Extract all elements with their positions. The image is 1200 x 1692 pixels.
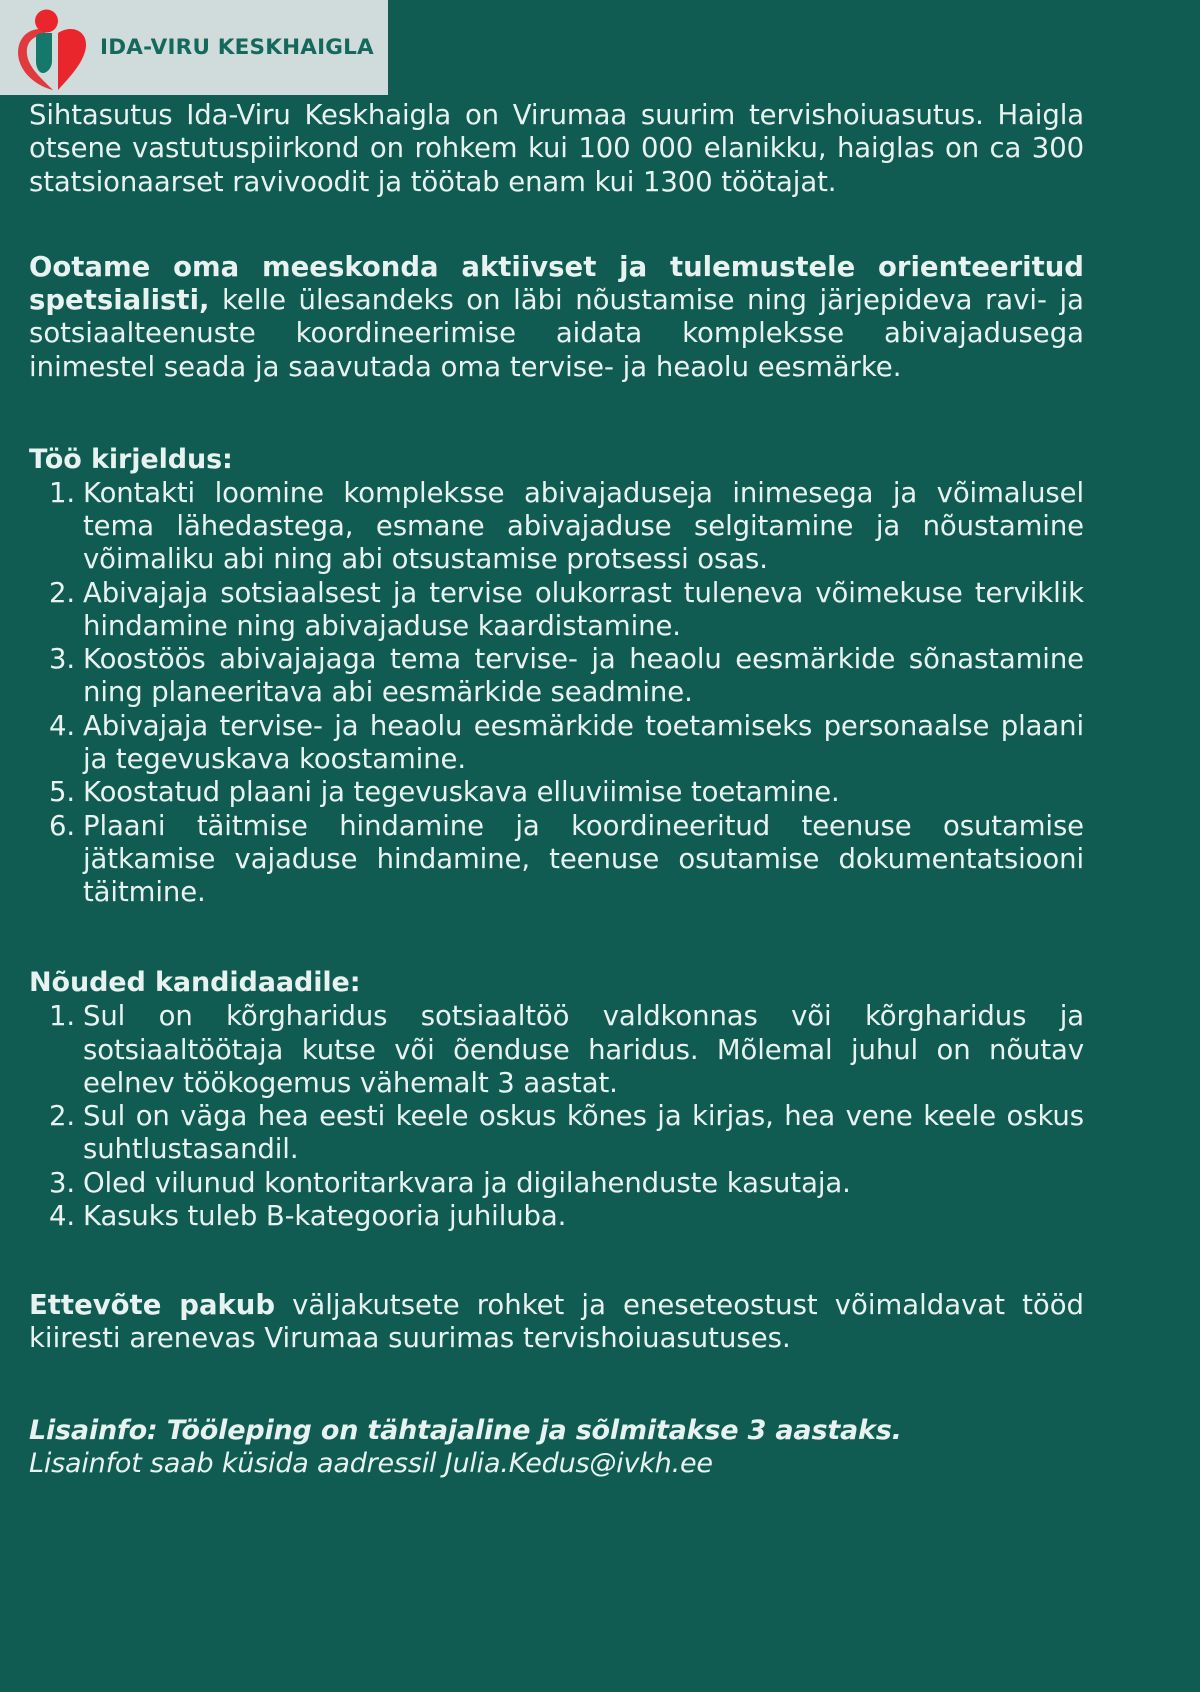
list-item <box>29 477 1084 577</box>
list-item-number: 1. <box>48 476 75 509</box>
requirements-section <box>29 967 1084 1233</box>
list-item <box>29 1200 1084 1233</box>
list-item-text: Oled vilunud kontoritarkvara ja digilahenduste kasutaja. <box>83 1166 851 1199</box>
footer-contract-note: Lisainfo: Tööleping on tähtajaline ja sõlmitakse 3 aastaks. <box>29 1414 902 1446</box>
list-item-number: 5. <box>48 776 75 809</box>
list-item-number: 4. <box>48 709 75 742</box>
requirements-title: Nõuded kandidaadile: <box>29 967 361 999</box>
lead-paragraph <box>29 251 1084 384</box>
job-description-section <box>29 444 1084 909</box>
list-item-number: 6. <box>48 809 75 842</box>
list-item <box>29 643 1084 710</box>
offer-paragraph-rest: väljakutsete rohket ja eneseteostust võimaldavat tööd kiiresti arenevas Virumaa suurimas tervishoiuasutuses. <box>29 1289 1084 1355</box>
list-item-number: 4. <box>48 1199 75 1232</box>
list-item-text: Koostöös abivajajaga tema tervise- ja heaolu eesmärkide sõnastamine ning planeeritava abi eesmärkide seadmine. <box>83 643 1084 709</box>
list-item-number: 1. <box>48 1000 75 1033</box>
list-item-text: Sul on kõrgharidus sotsiaaltöö valdkonnas või kõrgharidus ja sotsiaaltöötaja kutse või õenduse haridus. Mõlemal juhul on nõutav eelnev töökogemus vähemalt 3 aastat. <box>83 1000 1084 1099</box>
list-item-text: Kasuks tuleb B-kategooria juhiluba. <box>83 1199 567 1232</box>
intro-paragraph: Sihtasutus Ida-Viru Keskhaigla on Virumaa suurim tervishoiuasutus. Haigla otsene vastutuspiirkond on rohkem kui 100 000 elanikku, haiglas on ca 300 statsionaarset ravivoodit ja töötab enam kui 1300 töötajat. <box>29 99 1084 198</box>
list-item <box>29 776 1084 809</box>
lead-paragraph-rest: kelle ülesandeks on läbi nõustamise ning järjepideva ravi- ja sotsiaalteenuste koordineerimise aidata kompleksse abivajadusega inimestel seada ja saavutada oma tervise- ja heaolu eesmärke. <box>29 284 1084 383</box>
list-item-text: Plaani täitmise hindamine ja koordineeritud teenuse osutamise jätkamise vajaduse hindamine, teenuse osutamise dokumentatsiooni täitmine. <box>83 809 1084 909</box>
list-item <box>29 1100 1084 1167</box>
list-item <box>29 1000 1084 1100</box>
list-item-number: 3. <box>48 1166 75 1199</box>
job-posting-content <box>29 99 1084 1481</box>
job-description-list <box>29 477 1084 909</box>
header-logo-band <box>0 0 388 95</box>
logo-wordmark: IDA-VIRU KESKHAIGLA <box>100 35 374 60</box>
footer-contact-note: Lisainfot saab küsida aadressil Julia.Kedus@ivkh.ee <box>29 1448 713 1480</box>
list-item <box>29 1167 1084 1200</box>
list-item-text: Sul on väga hea eesti keele oskus kõnes ja kirjas, hea vene keele oskus suhtlustasandil. <box>83 1100 1084 1166</box>
lead-paragraph-bold: Ootame oma meeskonda aktiivset ja tulemustele orienteeritud spetsialisti, <box>29 250 1084 317</box>
section-spacer <box>29 909 1084 967</box>
list-item <box>29 577 1084 644</box>
job-description-title: Töö kirjeldus: <box>29 443 233 475</box>
footer-block <box>29 1414 1084 1482</box>
list-item-number: 2. <box>48 1100 75 1133</box>
list-item <box>29 810 1084 910</box>
list-item-number: 3. <box>48 643 75 676</box>
offer-paragraph-bold: Ettevõte pakub <box>29 1289 276 1322</box>
list-item <box>29 710 1084 777</box>
list-item-number: 2. <box>48 576 75 609</box>
list-item-text: Koostatud plaani ja tegevuskava elluviimise toetamine. <box>83 776 840 809</box>
list-item-text: Kontakti loomine kompleksse abivajaduseja inimesega ja võimalusel tema lähedastega, esmane abivajaduse selgitamine ja nõustamine võimaliku abi ning abi otsustamise protsessi osas. <box>83 476 1084 576</box>
requirements-list <box>29 1000 1084 1233</box>
list-item-text: Abivajaja sotsiaalsest ja tervise olukorrast tuleneva võimekuse terviklik hindamine ning abivajaduse kaardistamine. <box>83 576 1084 642</box>
ida-viru-keskhaigla-logo-icon <box>14 5 92 91</box>
list-item-text: Abivajaja tervise- ja heaolu eesmärkide toetamiseks personaalse plaani ja tegevuskava koostamine. <box>83 709 1084 775</box>
offer-paragraph <box>29 1289 1084 1356</box>
section-spacer <box>29 1233 1084 1289</box>
